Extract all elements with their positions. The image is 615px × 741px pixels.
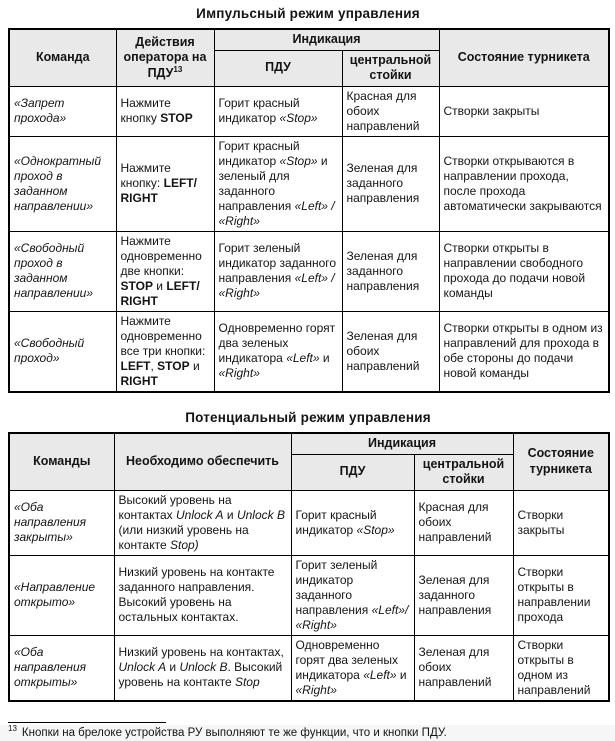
cell-indication-central: Красная для обоих направлений: [414, 490, 513, 555]
cell-turnstile-state: Створки открыты в направлении прохода: [513, 555, 609, 635]
cell-turnstile-state: Створки открываются в направлении прохода, после прохода автоматически закрываются: [439, 136, 609, 231]
col-header-pdu: ПДУ: [291, 454, 414, 490]
impulse-table-header: [9, 29, 609, 86]
cell-required-condition: Низкий уровень на контактах, Unlock A и Unlock B. Высокий уровень на контакте Stop: [114, 635, 291, 701]
cell-indication-pdu: Горит зеленый индикатор заданного направления «Left» / «Right»: [214, 231, 342, 311]
cell-indication-pdu: Одновременно горят два зеленых индикатора «Left» и «Right»: [214, 311, 342, 392]
footnote-marker: 13: [8, 723, 17, 733]
col-header-central-post: центральной стойки: [414, 454, 513, 490]
table-row: [9, 555, 609, 635]
cell-indication-pdu: Горит красный индикатор «Stop» и зеленый для заданного направления «Left» / «Right»: [214, 136, 342, 231]
cell-turnstile-state: Створки открыты в одном из направлений для прохода в обе стороны до подачи новой команды: [439, 311, 609, 392]
col-header-command: Команды: [9, 433, 114, 490]
table-row: [9, 86, 609, 136]
cell-indication-central: Красная для обоих направлений: [342, 86, 439, 136]
col-header-central-post: центральной стойки: [342, 50, 439, 86]
cell-command: «Свободный проход»: [9, 311, 116, 392]
potential-mode-table: [8, 432, 610, 702]
cell-command: «Оба направления открыты»: [9, 635, 114, 701]
cell-indication-central: Зеленая для заданного направления: [342, 231, 439, 311]
potential-table-header: [9, 433, 609, 490]
cell-indication-pdu: Горит красный индикатор «Stop»: [291, 490, 414, 555]
footnote-divider: [8, 722, 166, 723]
cell-indication-pdu: Одновременно горят два зеленых индикатора «Left» и «Right»: [291, 635, 414, 701]
footnote-text: [8, 723, 608, 741]
cell-operator-action: Нажмите кнопку: LEFT/ RIGHT: [116, 136, 214, 231]
table-row: [9, 490, 609, 555]
potential-mode-title: Потенциальный режим управления: [185, 409, 431, 425]
table-row: [9, 311, 609, 392]
cell-command: «Направление открыто»: [9, 555, 114, 635]
cell-indication-pdu: Горит красный индикатор «Stop»: [214, 86, 342, 136]
cell-turnstile-state: Створки закрыты: [439, 86, 609, 136]
cell-required-condition: Высокий уровень на контактах Unlock A и Unlock B (или низкий уровень на контакте Stop): [114, 490, 291, 555]
impulse-mode-title: Импульсный режим управления: [196, 6, 420, 21]
cell-command: «Оба направления закрыты»: [9, 490, 114, 555]
footnote: [8, 722, 608, 741]
table-row: [9, 231, 609, 311]
col-header-turnstile-state: Состояние турникета: [513, 433, 609, 490]
cell-required-condition: Низкий уровень на контакте заданного направления. Высокий уровень на остальных контактах.: [114, 555, 291, 635]
col-header-indication: Индикация: [214, 29, 439, 50]
cell-indication-central: Зеленая для заданного направления: [342, 136, 439, 231]
col-header-command: Команда: [9, 29, 116, 86]
cell-turnstile-state: Створки открыты в одном из направлений: [513, 635, 609, 701]
col-header-indication: Индикация: [291, 433, 513, 454]
cell-command: «Однократный проход в заданном направлении»: [9, 136, 116, 231]
cell-indication-central: Зеленая для обоих направлений: [342, 311, 439, 392]
cell-indication-central: Зеленая для обоих направлений: [414, 635, 513, 701]
col-header-turnstile-state: Состояние турникета: [439, 29, 609, 86]
table-row: [9, 136, 609, 231]
cell-turnstile-state: Створки закрыты: [513, 490, 609, 555]
cell-command: «Свободный проход в заданном направлении»: [9, 231, 116, 311]
table-row: [9, 635, 609, 701]
cell-command: «Запрет прохода»: [9, 86, 116, 136]
col-header-required-condition: Необходимо обеспечить: [114, 433, 291, 490]
cell-indication-pdu: Горит зеленый индикатор заданного направления «Left»/ «Right»: [291, 555, 414, 635]
cell-operator-action: Нажмите одновременно все три кнопки: LEFT, STOP и RIGHT: [116, 311, 214, 392]
col-header-operator-action: Действия оператора на ПДУ$^{13}$: [116, 29, 214, 86]
cell-indication-central: Зеленая для заданного направления: [414, 555, 513, 635]
footnote-body: Кнопки на брелоке устройства РУ выполняют те же функции, что и кнопки ПДУ.: [21, 726, 447, 739]
impulse-mode-table: [8, 28, 610, 393]
cell-operator-action: Нажмите кнопку STOP: [116, 86, 214, 136]
cell-turnstile-state: Створки открыты в направлении свободного прохода до подачи новой команды: [439, 231, 609, 311]
cell-operator-action: Нажмите одновременно две кнопки: STOP и LEFT/ RIGHT: [116, 231, 214, 311]
col-header-pdu: ПДУ: [214, 50, 342, 86]
